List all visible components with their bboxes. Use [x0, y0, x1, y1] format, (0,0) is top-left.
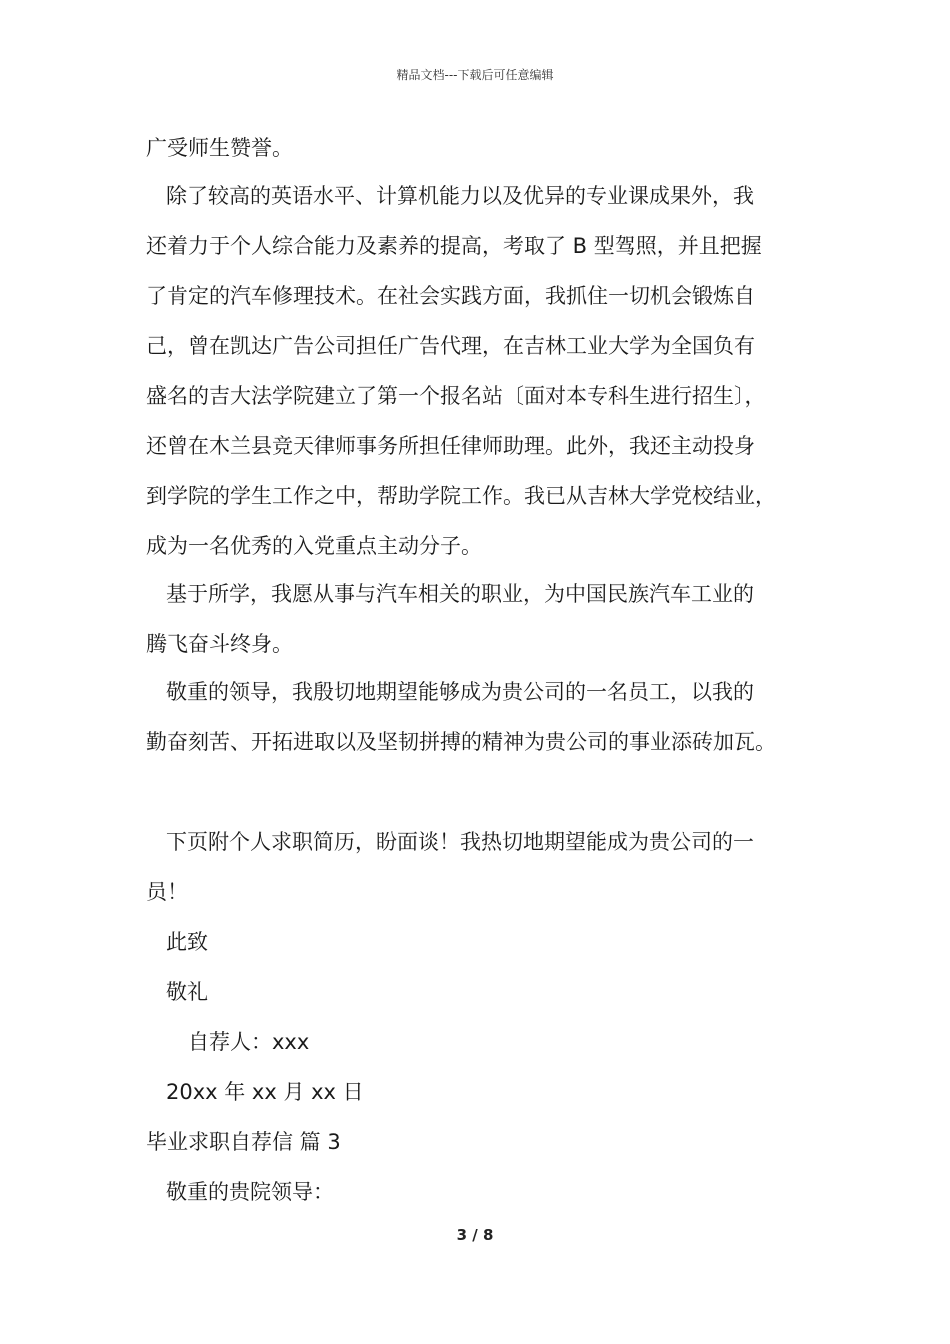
closing-line: 此致 — [166, 930, 208, 954]
signature-line: 自荐人：xxx — [188, 1030, 310, 1054]
salutation-line: 敬重的贵院领导： — [166, 1180, 334, 1204]
body-line: 勤奋刻苦、开拓进取以及坚韧拼搏的精神为贵公司的事业添砖加瓦。 — [146, 730, 776, 754]
body-line: 广受师生赞誉。 — [146, 136, 293, 160]
body-line: 还着力于个人综合能力及素养的提高，考取了 B 型驾照，并且把握 — [146, 234, 762, 258]
body-line: 除了较高的英语水平、计算机能力以及优异的专业课成果外，我 — [166, 184, 754, 208]
body-line: 基于所学，我愿从事与汽车相关的职业，为中国民族汽车工业的 — [166, 582, 754, 606]
body-line: 己，曾在凯达广告公司担任广告代理，在吉林工业大学为全国负有 — [146, 334, 755, 358]
body-line: 成为一名优秀的入党重点主动分子。 — [146, 534, 482, 558]
body-line: 员！ — [146, 880, 188, 904]
body-line: 还曾在木兰县竞天律师事务所担任律师助理。此外，我还主动投身 — [146, 434, 755, 458]
body-line: 到学院的学生工作之中，帮助学院工作。我已从吉林大学党校结业， — [146, 484, 776, 508]
page-header: 精品文档---下载后可任意编辑 — [396, 68, 554, 82]
section-title: 毕业求职自荐信 篇 3 — [146, 1130, 341, 1154]
body-line: 了肯定的汽车修理技术。在社会实践方面，我抓住一切机会锻炼自 — [146, 284, 755, 308]
body-line: 盛名的吉大法学院建立了第一个报名站〔面对本专科生进行招生〕， — [146, 384, 766, 408]
page-indicator: 3 / 8 — [456, 1226, 494, 1244]
body-line: 腾飞奋斗终身。 — [146, 632, 293, 656]
closing-line: 敬礼 — [166, 980, 208, 1004]
body-line: 敬重的领导，我殷切地期望能够成为贵公司的一名员工，以我的 — [166, 680, 754, 704]
body-line: 下页附个人求职简历，盼面谈！我热切地期望能成为贵公司的一 — [166, 830, 754, 854]
date-line: 20xx 年 xx 月 xx 日 — [166, 1080, 364, 1104]
